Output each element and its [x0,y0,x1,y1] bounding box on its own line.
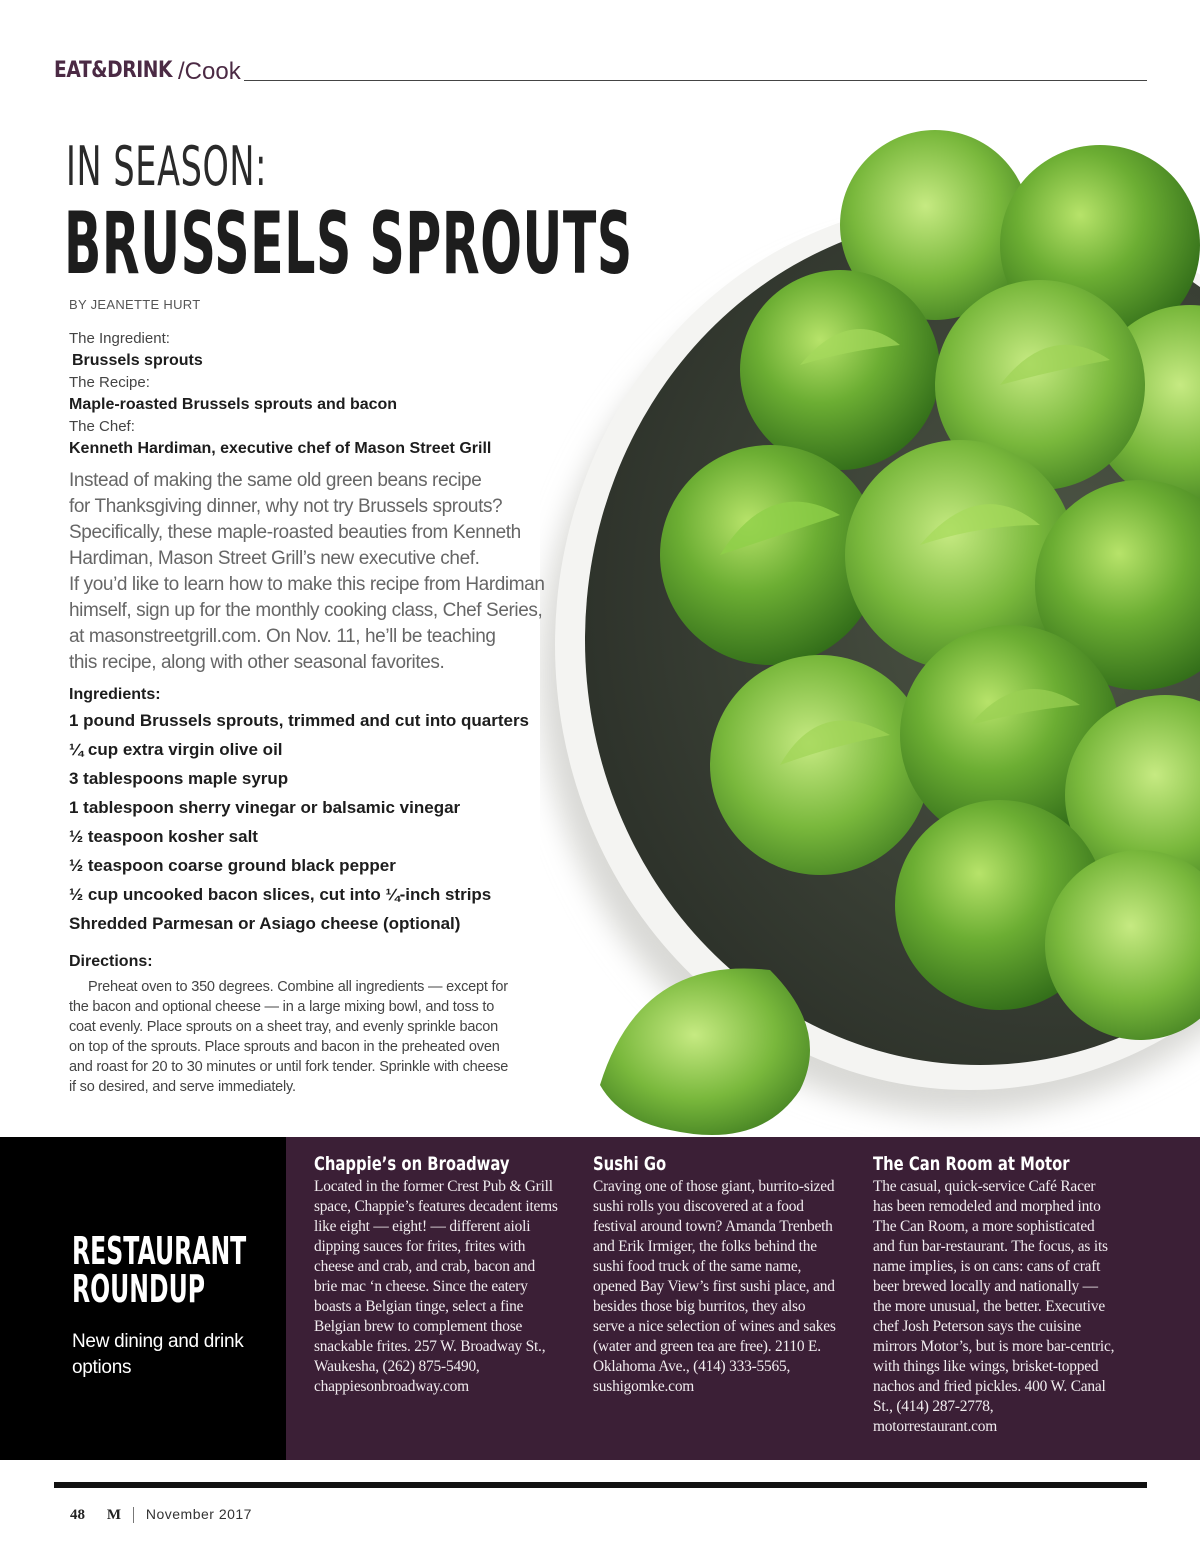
directions-heading: Directions: [69,953,153,970]
intro-line: himself, sign up for the monthly cooking class, Chef Series, [69,600,543,621]
subsection-label: /Cook [178,58,241,85]
intro-line: If you’d like to learn how to make this recipe from Hardiman [69,574,545,595]
restaurant-description: Located in the former Crest Pub & Grill space, Chappie’s features decadent items like eight — eight! — different aioli dipping sauces for frites, frites with cheese and crab, and crab, bacon and brie mac ‘n cheese. Since the eatery boasts a Belgian tinge, select a fine Belgian brew to complement those snackable frites. 257 W. Broadway St., Waukesha, (262) 875-5490, chappiesonbroadway.com [314,1178,558,1395]
restaurant-name: Chappie’s on Broadway [314,1153,510,1175]
restaurant-roundup [0,1137,1200,1460]
footer-rule [54,1482,1147,1488]
ingredients-heading: Ingredients: [69,686,161,703]
roundup-subtitle: New dining and drink options [72,1331,244,1378]
footer-divider [133,1507,134,1523]
ingredient-label: The Ingredient: [69,330,170,347]
ingredient-item: 1 tablespoon sherry vinegar or balsamic vinegar [69,798,461,817]
ingredient-item: ½ cup uncooked bacon slices, cut into ¼-inch strips [69,885,492,904]
restaurant-listing [314,1153,559,1397]
magazine-logo: M [106,1507,122,1523]
intro-line: for Thanksgiving dinner, why not try Brussels sprouts? [69,496,503,517]
intro-line: at masonstreetgrill.com. On Nov. 11, he’ll be teaching [69,626,496,647]
intro-line: Hardiman, Mason Street Grill’s new executive chef. [69,548,480,569]
intro-line: this recipe, along with other seasonal favorites. [69,652,445,673]
chef-label: The Chef: [69,418,135,435]
roundup-title [72,1229,247,1311]
page-number: 48 [70,1507,85,1523]
recipe-meta [69,328,589,460]
intro-line: Specifically, these maple-roasted beauties from Kenneth [69,522,521,543]
ingredient-item: 3 tablespoons maple syrup [69,769,289,788]
intro-paragraph [69,468,579,676]
article-kicker: IN SEASON: [66,135,268,198]
chef-value: Kenneth Hardiman, executive chef of Mason Street Grill [69,440,492,457]
byline: BY JEANETTE HURT [69,297,201,312]
ingredient-value: Brussels sprouts [72,352,203,369]
header-rule [244,80,1147,81]
ingredient-item: ½ teaspoon kosher salt [69,827,258,846]
ingredient-item: 1 pound Brussels sprouts, trimmed and cut into quarters [69,711,530,730]
restaurant-description: Craving one of those giant, burrito-sized sushi rolls you discovered at a food festival around town? Amanda Trenbeth and Erik Irmiger, the folks behind the sushi food truck of the same name, opened Bay View’s first sushi place, and besides those big burritos, they also serve a nice selection of wines and sakes (water and green tea are free). 2110 E. Oklahoma Ave., (414) 333-5565, sushigomke.com [593,1178,836,1395]
sprouts-bowl-illustration [540,85,1200,1160]
restaurant-listing [873,1153,1118,1437]
recipe-value: Maple-roasted Brussels sprouts and bacon [69,396,398,413]
ingredient-item: Shredded Parmesan or Asiago cheese (optional) [69,914,461,933]
intro-line: Instead of making the same old green beans recipe [69,470,482,491]
roundup-title-panel [0,1137,286,1460]
ingredient-item: ¼ cup extra virgin olive oil [69,740,283,759]
loose-leaf [600,968,810,1135]
directions-text: Preheat oven to 350 degrees. Combine all ingredients — except for the bacon and optional cheese — in a large mixing bowl, and toss to coat evenly. Place sprouts on a sheet tray, and evenly sprinkle bacon on top of the sprouts. Place sprouts and bacon in the preheated oven and roast for 20 to 30 minutes or until fork tender. Sprinkle with cheese if so desired, and serve immediately. [69,979,509,1095]
restaurant-listing [593,1153,838,1397]
restaurant-description: The casual, quick-service Café Racer has been remodeled and morphed into The Can Room, a more sophisticated and fun bar-restaurant. The focus, as its name implies, is on cans: cans of craft beer brewed locally and nationally — the more unusual, the better. Executive chef Josh Peterson says the cuisine mirrors Motor’s, but is more bar-centric, with things like wings, brisket-topped nachos and fried pickles. 400 W. Canal St., (414) 287-2778, motorrestaurant.com [873,1178,1115,1435]
section-header [54,58,1147,88]
ingredient-item: ½ teaspoon coarse ground black pepper [69,856,396,875]
roundup-title-line: RESTAURANT [72,1229,247,1273]
issue-date: November 2017 [145,1506,252,1522]
page-footer [70,1506,252,1524]
brussels-sprouts-photo [540,85,1200,1160]
restaurant-name: The Can Room at Motor [873,1153,1070,1175]
recipe-label: The Recipe: [69,374,150,391]
article-headline: BRUSSELS SPROUTS [64,194,633,294]
ingredients-list [69,708,529,940]
section-label: EAT&DRINK [54,58,173,83]
restaurant-name: Sushi Go [593,1153,667,1175]
roundup-title-line: ROUNDUP [72,1267,205,1311]
